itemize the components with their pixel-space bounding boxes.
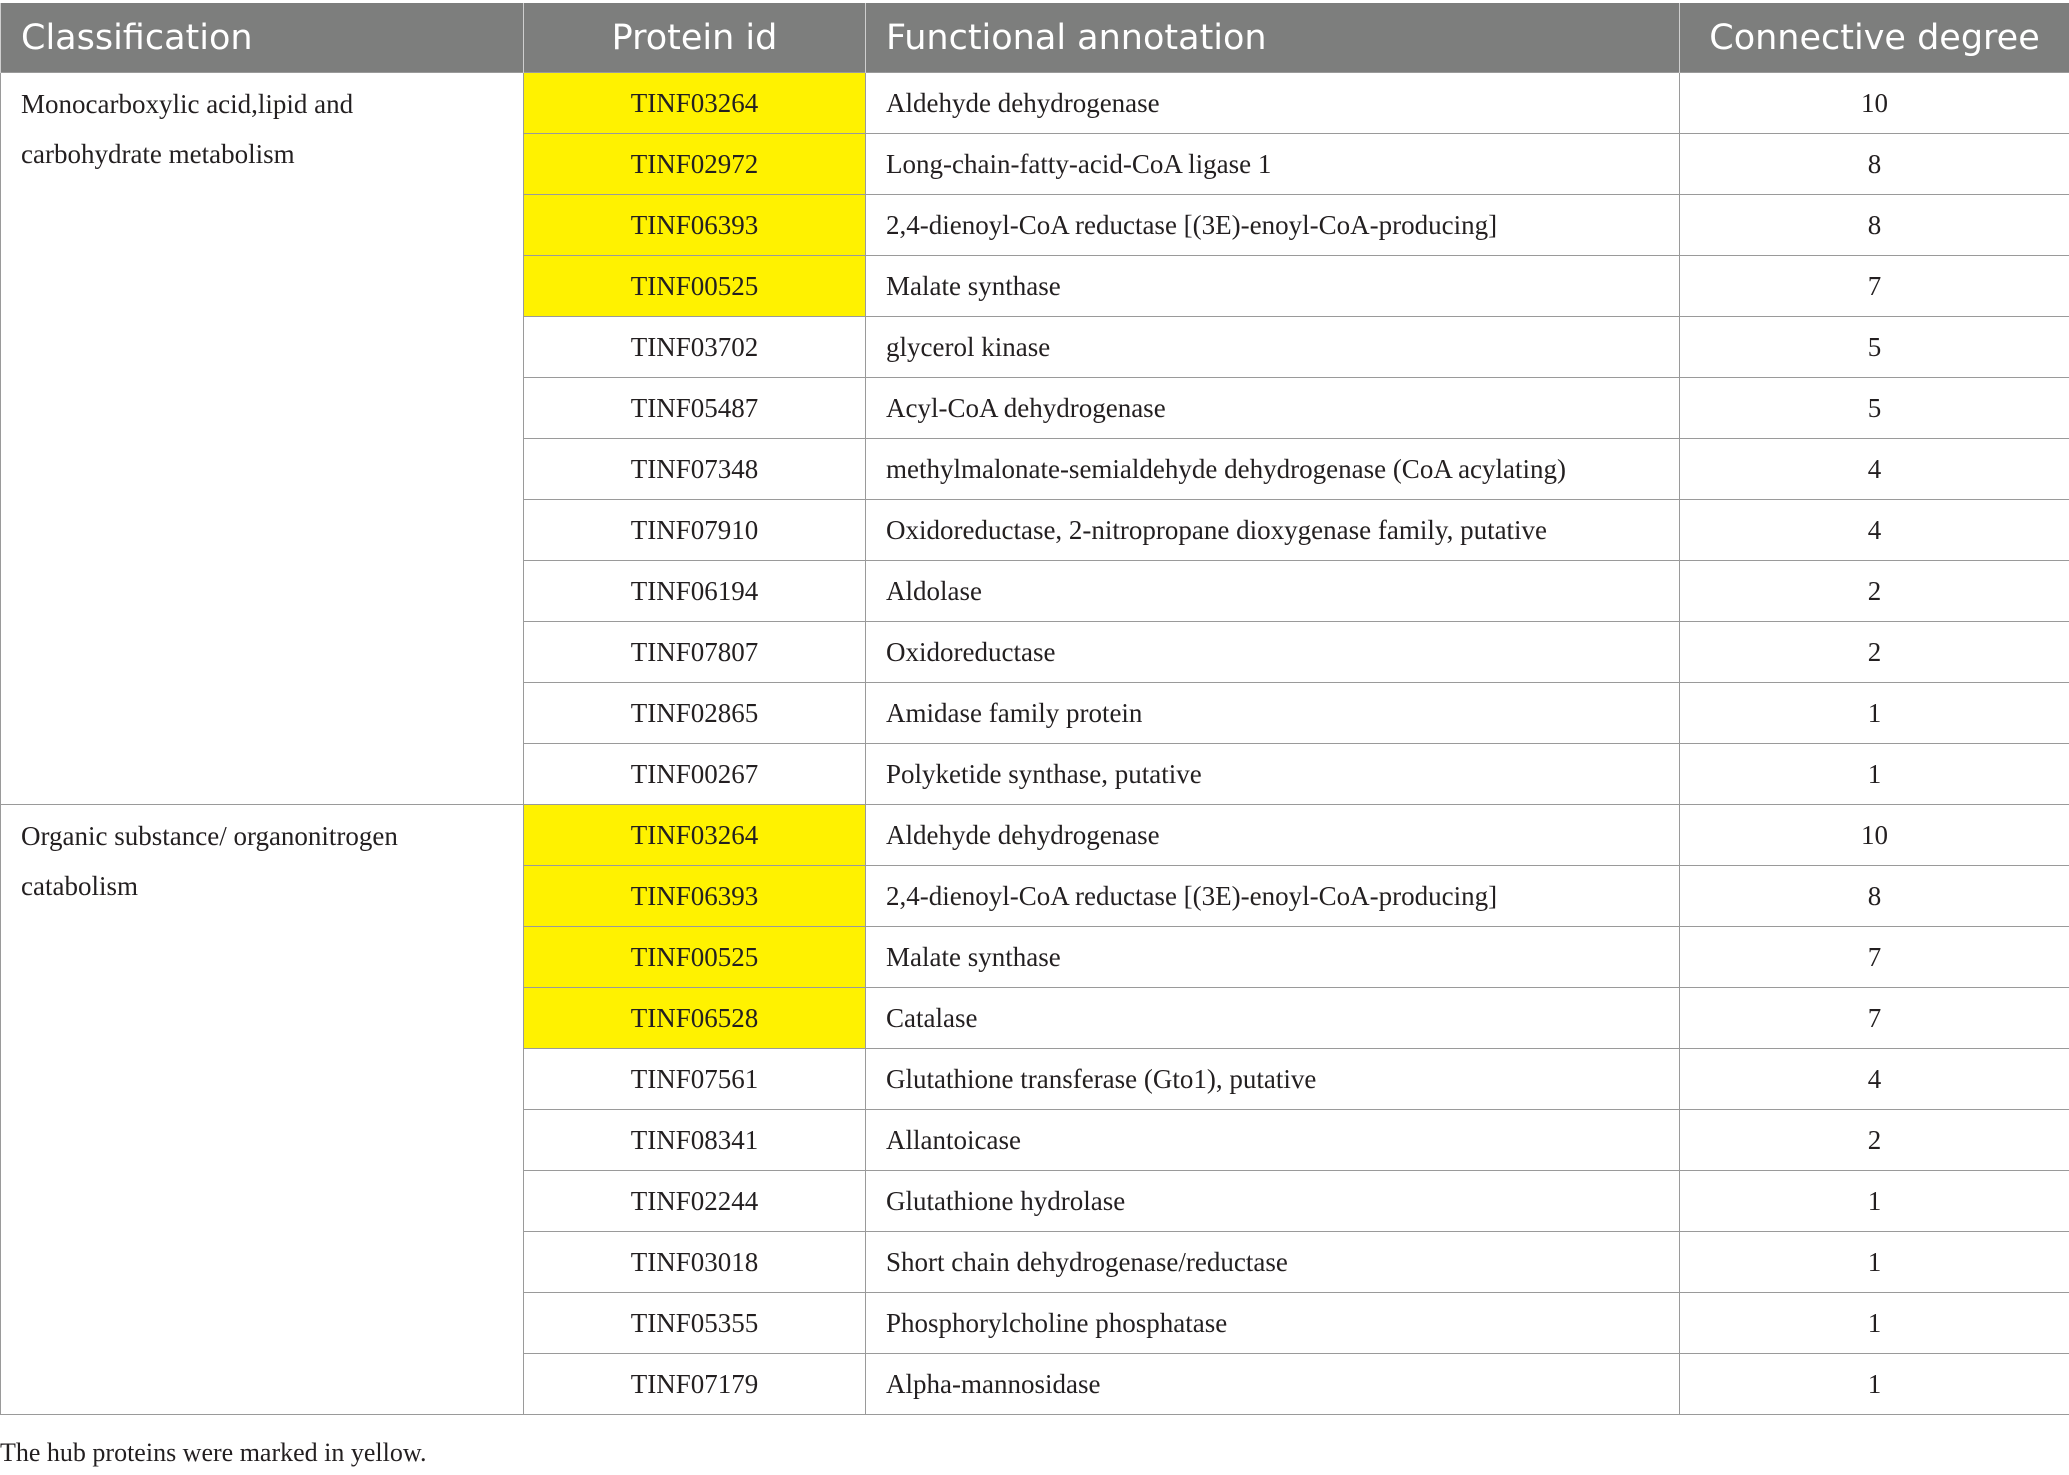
protein-id-cell-hub: TINF00525 <box>524 927 866 988</box>
table-row <box>1 73 2069 134</box>
functional-annotation-cell: 2,4-dienoyl-CoA reductase [(3E)-enoyl-CoA-producing] <box>866 866 1680 927</box>
connective-degree-cell: 10 <box>1680 73 2069 134</box>
hub-protein-table <box>0 3 2069 1415</box>
functional-annotation-cell: Aldehyde dehydrogenase <box>866 73 1680 134</box>
table-header <box>1 3 2069 73</box>
connective-degree-cell: 8 <box>1680 195 2069 256</box>
functional-annotation-cell: methylmalonate-semialdehyde dehydrogenase (CoA acylating) <box>866 439 1680 500</box>
connective-degree-cell: 2 <box>1680 561 2069 622</box>
protein-id-cell: TINF02244 <box>524 1171 866 1232</box>
header-functional-annotation: Functional annotation <box>866 3 1680 73</box>
protein-id-cell: TINF07348 <box>524 439 866 500</box>
connective-degree-cell: 1 <box>1680 683 2069 744</box>
connective-degree-cell: 10 <box>1680 805 2069 866</box>
protein-id-cell: TINF07910 <box>524 500 866 561</box>
functional-annotation-cell: Malate synthase <box>866 927 1680 988</box>
functional-annotation-cell: Amidase family protein <box>866 683 1680 744</box>
protein-id-cell: TINF07561 <box>524 1049 866 1110</box>
connective-degree-cell: 1 <box>1680 1293 2069 1354</box>
functional-annotation-cell: Short chain dehydrogenase/reductase <box>866 1232 1680 1293</box>
functional-annotation-cell: Polyketide synthase, putative <box>866 744 1680 805</box>
connective-degree-cell: 5 <box>1680 317 2069 378</box>
protein-id-cell-hub: TINF03264 <box>524 805 866 866</box>
classification-line: Monocarboxylic acid,lipid and <box>21 89 354 119</box>
classification-cell <box>1 805 524 1415</box>
functional-annotation-cell: Catalase <box>866 988 1680 1049</box>
connective-degree-cell: 1 <box>1680 1232 2069 1293</box>
functional-annotation-cell: Long-chain-fatty-acid-CoA ligase 1 <box>866 134 1680 195</box>
connective-degree-cell: 4 <box>1680 500 2069 561</box>
functional-annotation-cell: Malate synthase <box>866 256 1680 317</box>
connective-degree-cell: 7 <box>1680 988 2069 1049</box>
protein-id-cell: TINF03018 <box>524 1232 866 1293</box>
functional-annotation-cell: Glutathione transferase (Gto1), putative <box>866 1049 1680 1110</box>
protein-id-cell-hub: TINF03264 <box>524 73 866 134</box>
protein-id-cell: TINF05355 <box>524 1293 866 1354</box>
header-classification: Classification <box>1 3 524 73</box>
functional-annotation-cell: 2,4-dienoyl-CoA reductase [(3E)-enoyl-CoA-producing] <box>866 195 1680 256</box>
classification-line: carbohydrate metabolism <box>21 139 295 169</box>
functional-annotation-cell: glycerol kinase <box>866 317 1680 378</box>
protein-id-cell: TINF03702 <box>524 317 866 378</box>
header-connective-degree: Connective degree <box>1680 3 2069 73</box>
classification-cell <box>1 73 524 805</box>
protein-id-cell-hub: TINF02972 <box>524 134 866 195</box>
protein-id-cell-hub: TINF06393 <box>524 866 866 927</box>
connective-degree-cell: 2 <box>1680 1110 2069 1171</box>
connective-degree-cell: 1 <box>1680 1171 2069 1232</box>
functional-annotation-cell: Aldolase <box>866 561 1680 622</box>
connective-degree-cell: 4 <box>1680 439 2069 500</box>
header-row <box>1 3 2069 73</box>
protein-id-cell-hub: TINF06528 <box>524 988 866 1049</box>
protein-id-cell-hub: TINF06393 <box>524 195 866 256</box>
protein-id-cell: TINF08341 <box>524 1110 866 1171</box>
protein-table-container <box>0 3 2069 1415</box>
connective-degree-cell: 8 <box>1680 134 2069 195</box>
table-body <box>1 73 2069 1415</box>
functional-annotation-cell: Aldehyde dehydrogenase <box>866 805 1680 866</box>
functional-annotation-cell: Glutathione hydrolase <box>866 1171 1680 1232</box>
connective-degree-cell: 4 <box>1680 1049 2069 1110</box>
connective-degree-cell: 8 <box>1680 866 2069 927</box>
connective-degree-cell: 2 <box>1680 622 2069 683</box>
functional-annotation-cell: Phosphorylcholine phosphatase <box>866 1293 1680 1354</box>
protein-id-cell: TINF07807 <box>524 622 866 683</box>
functional-annotation-cell: Allantoicase <box>866 1110 1680 1171</box>
connective-degree-cell: 5 <box>1680 378 2069 439</box>
functional-annotation-cell: Oxidoreductase, 2-nitropropane dioxygenase family, putative <box>866 500 1680 561</box>
connective-degree-cell: 1 <box>1680 744 2069 805</box>
protein-id-cell-hub: TINF00525 <box>524 256 866 317</box>
functional-annotation-cell: Oxidoreductase <box>866 622 1680 683</box>
connective-degree-cell: 7 <box>1680 256 2069 317</box>
protein-id-cell: TINF00267 <box>524 744 866 805</box>
table-row <box>1 805 2069 866</box>
protein-id-cell: TINF02865 <box>524 683 866 744</box>
connective-degree-cell: 7 <box>1680 927 2069 988</box>
functional-annotation-cell: Acyl-CoA dehydrogenase <box>866 378 1680 439</box>
protein-id-cell: TINF07179 <box>524 1354 866 1415</box>
protein-id-cell: TINF05487 <box>524 378 866 439</box>
table-footnote: The hub proteins were marked in yellow. <box>0 1438 427 1467</box>
header-protein-id: Protein id <box>524 3 866 73</box>
classification-line: Organic substance/ organonitrogen <box>21 821 398 851</box>
classification-line: catabolism <box>21 871 138 901</box>
connective-degree-cell: 1 <box>1680 1354 2069 1415</box>
protein-id-cell: TINF06194 <box>524 561 866 622</box>
functional-annotation-cell: Alpha-mannosidase <box>866 1354 1680 1415</box>
